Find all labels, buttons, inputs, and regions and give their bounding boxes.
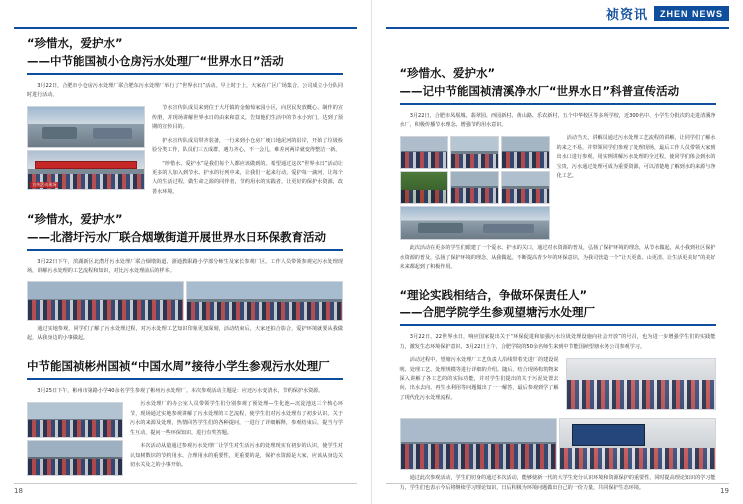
- photo-caption: 宣传活动现场: [32, 181, 57, 187]
- header-rule: [386, 27, 730, 29]
- article-body: [27, 387, 343, 480]
- photo-plant-exterior: [27, 106, 145, 148]
- article-body: [27, 258, 343, 344]
- photo-sky: [451, 172, 498, 186]
- photo-crowd: [28, 300, 183, 320]
- paragraph: 通过实地参观，同学们了解了污水处理过程，对污水处理工艺知识印象更加深刻，活动结束后，大家还拍合影合，爱护环境就要从我做起，从我身边的小事做起。: [27, 325, 343, 342]
- photo-site-tour: [400, 418, 557, 470]
- photo-visit-4: [400, 171, 449, 204]
- article-title-line1: “珍惜水、爱护水”: [399, 66, 496, 80]
- article-body: [400, 333, 716, 493]
- article-title-line2: ——中节能国祯小仓房污水处理厂“世界水日”活动: [27, 53, 284, 68]
- paragraph: 3月22日，合肥市凤凰城、翡翠园、西园新村、黄山路、乐农新村，五个中华校区等多所学校，近300名中、小学生分批次的走进清溪净水厂，积极传播节水理念、增强节约用水意识。: [399, 112, 716, 129]
- photo-crowd: [401, 152, 448, 168]
- header-rule: [14, 27, 357, 29]
- photo-sky: [502, 137, 549, 151]
- photo-sky: [401, 419, 556, 442]
- photo-group-xiaocangfang: [27, 106, 145, 190]
- paragraph: 活动过程中，望塘污水处理厂工艺负责人沿线带着先进厂的建设说明、处理工艺、处理规模等进行详细的介绍。随后，结合现场构筑物来深入讲解了各工艺的的实际功能，并对学生们提出的关于污泥处置去向、出水去向、再生水利用等问题做出了一一解答，最后参观到学了解了现代化污水处理流程。: [399, 357, 559, 401]
- footer-rule: [386, 483, 730, 484]
- article-title: [27, 359, 343, 381]
- article-qingxi: [400, 66, 716, 277]
- photo-visit-1: [400, 136, 449, 169]
- article-title: [27, 212, 343, 251]
- page-number-right: 19: [720, 487, 729, 495]
- photo-visit-3: [501, 136, 550, 169]
- photo-grid-wangtang-bottom: [400, 418, 716, 470]
- paragraph: 3月22日，合肥市小仓房污水处理厂联合肥东污水处理厂举行了“世界水日”活动。早上时于上，大家在广区广场集合，公司成立小分队同时进行活动。: [27, 82, 343, 99]
- photo-crowd: [28, 420, 122, 437]
- article-title-line1: 中节能国祯彬州国祯“中国水周”接待小学生参观污水处理厂: [27, 358, 330, 373]
- photo-visit-5: [450, 171, 499, 204]
- paragraph: 此次活动在更多的学生们眼建了一个爱水、护水的关口，通过对水资源的普及，弘扬了保护环境的理念，从节水做起，从小我到社区保护水资源的普及，弘扬了保护环境的理念，从我做起。不断提高青少年的环保意识，为我司营造一个“让天更蓝、山更清、让生活更美好”的美好未来都起到了积极作用。: [399, 245, 716, 271]
- photo-students-tour: [27, 440, 123, 476]
- photo-crowd: [560, 448, 715, 469]
- article-title-line2: ——合肥学院学生参观望塘污水处理厂: [399, 305, 595, 320]
- photo-crowd: [187, 302, 342, 319]
- article-title-line1: “珍惜水，爱护水”: [27, 212, 123, 227]
- photo-crowd: [28, 459, 122, 475]
- article-xiaocangfang: [27, 36, 343, 201]
- brand-name-en: ZHEN NEWS: [654, 6, 729, 21]
- article-body: [400, 112, 716, 273]
- photo-banner-event: [27, 150, 145, 190]
- paragraph: 污水处理厂的办公室人员带领学生们分别参观了预处理—生化池—沉淀池这三个核心环节，现场通过实地参观讲解了污水处理的工艺流程，使学生们对污水处理有了初步认识。关于污水的来源及处理，热情回答学生们的各种提问，一进行了详细解释，参观结束后，提当与学生互动，提问一些环保知识，进行有奖答题。: [130, 401, 343, 436]
- photo-sky: [28, 441, 122, 456]
- footer-rule: [14, 483, 357, 484]
- photo-control-room: [559, 418, 716, 470]
- brand-name-cn: 祯资讯: [605, 8, 648, 23]
- paragraph: 通过此次参观活动，学生们切身的通过本次活动，能够使新一代的大学生充分认识环境和资源保护的重要性，同时提高理论知识的学习能力，学生们也表示今后将继续学习理论知识，日后积极为环境问题做出自己的一份力量，共同保护生态环境。: [399, 475, 716, 491]
- article-title: [400, 66, 716, 105]
- paragraph: 3月22日下午，滨湖新区北潜圩污水处理厂联合烟墩街道、浙通教职路小学部分师生及家长参观厂区。工作人员带领参观完污水处理现场，讲解污水处理的工艺流程和知识，对比污水处理前后的样本。: [27, 258, 343, 275]
- title-underline: [27, 378, 343, 380]
- photo-crowd: [451, 188, 498, 204]
- photo-red-banner: [35, 161, 137, 169]
- photo-visit-2: [450, 136, 499, 169]
- photo-sky: [28, 282, 183, 299]
- photo-students-visit: [27, 281, 184, 321]
- paragraph: “珍惜水、爱护水”是我们每个人都应该做到的。希望通过这次“世界水日”活动让更多的人加入到节水、护水的行列中来，让我们一起来行动，爱护每一滴河，让每个人的生活过程，做生命之源的同伴者，节约用水的实践者，让更好的保护水资源，改善水环境。: [152, 160, 343, 195]
- paragraph: 3月25日下午，彬州市第路小学40余名学生参观了彬州污水处理厂。本次参观活动主题是：应还污水变清水，节约保护水资源。: [37, 388, 324, 395]
- right-page-header: [372, 0, 743, 28]
- title-underline: [400, 103, 716, 105]
- title-underline: [27, 249, 343, 251]
- photo-sky: [28, 403, 122, 418]
- photo-group-photo: [186, 281, 343, 321]
- title-underline: [27, 73, 343, 75]
- photo-sky: [451, 137, 498, 151]
- article-title-line1: “珍惜水，爱护水”: [27, 36, 123, 50]
- photo-plant-panorama: [400, 206, 550, 240]
- photo-grid-qingxi: [400, 136, 550, 240]
- page-number-left: 18: [14, 487, 23, 495]
- photo-crowd: [451, 154, 498, 168]
- paragraph: 活动当天，讲解员通过污水处理工艺流程的讲解，让同学们了解水的来之不易，并带领同学们参观了处理现场，最后工作人员带领大家到出水口进行参观，用实例讲解污水处理的全过程，使同学们体会到水的宝贵，污水通过处理可成为重要资源，可以清楚地了解到水的来源与净化工艺。: [556, 135, 716, 180]
- paragraph: 3月22日，22世界水日，响应国家提出关于“环保促进和加强污水垃圾处理设施向社会开放”的号召，也为进一步增强学生们的实践能力，激发生态环境保护意识，3月22日上午，合肥学院的50余名师生来到中节能国祯望塘水务公司参观学习。: [399, 334, 716, 350]
- article-beiqianyu: [27, 212, 343, 347]
- left-page-header: [0, 0, 371, 28]
- paragraph: 本次活动从量通过参观污水处理厂让学生对生活污水的处理现实有初步的认识，使学生对认知树数识的节约用水、合理用水的重要性，更重要的是，保护水资源是大家，应该从身边关切水关及之的小事开始。: [130, 443, 343, 469]
- photo-group-binzhou: [27, 402, 123, 476]
- photo-crowd: [502, 189, 549, 204]
- photo-crowd: [401, 444, 556, 469]
- paragraph: 护水宣传队成员带齐装备，一行来到小仓房厂埂口地泥河的沿岸，开始了垃圾检验分类工作，队员们三五成群，遇力齐心，不一会儿，难差河两岸就变得整洁一新。: [152, 137, 343, 154]
- photo-sky: [401, 137, 448, 151]
- photo-grid-beiqianyu: [27, 281, 343, 321]
- photo-students-plant: [27, 402, 123, 438]
- photo-tank-secondary: [483, 224, 533, 233]
- photo-sky: [502, 172, 549, 186]
- brand-logo: [606, 4, 729, 23]
- photo-tank: [42, 127, 77, 140]
- photo-crowd: [502, 152, 549, 168]
- article-title-line2: ——北潜圩污水厂联合烟墩街道开展世界水日环保教育活动: [27, 229, 326, 244]
- photo-tank-secondary: [93, 128, 132, 139]
- article-title-line2: ——记中节能国祯清溪净水厂“世界水日”科普宣传活动: [399, 83, 680, 98]
- photo-sky: [187, 282, 342, 299]
- article-body: [27, 82, 343, 202]
- article-binzhou: [27, 359, 343, 481]
- photo-crowd: [401, 190, 448, 204]
- photo-screen: [572, 424, 645, 446]
- photo-visit-6: [501, 171, 550, 204]
- paragraph: 节水宣传队成员来到位于大圩镇的金葡萄家园小区，向居民发放概心、制作的宣传册，并现场讲解世界水日的由来和意义，告知他们生活中的节水小窍门，达到了预期的宣传目的。: [152, 105, 343, 131]
- photo-tank: [418, 223, 462, 233]
- article-title: [27, 36, 343, 75]
- photo-row-2: [400, 171, 550, 204]
- photo-lecture-hall: [566, 358, 716, 410]
- article-title-line1: “理论实践相结合，争做环保责任人”: [399, 287, 588, 302]
- photo-crowd: [567, 380, 715, 409]
- photo-row-1: [400, 136, 550, 169]
- title-underline: [400, 324, 716, 326]
- photo-group-wangtang: [566, 358, 716, 410]
- article-title: [400, 288, 716, 327]
- left-column: [27, 36, 343, 478]
- article-wangtang: [400, 288, 716, 497]
- right-page: [372, 0, 743, 504]
- right-column: [399, 66, 716, 491]
